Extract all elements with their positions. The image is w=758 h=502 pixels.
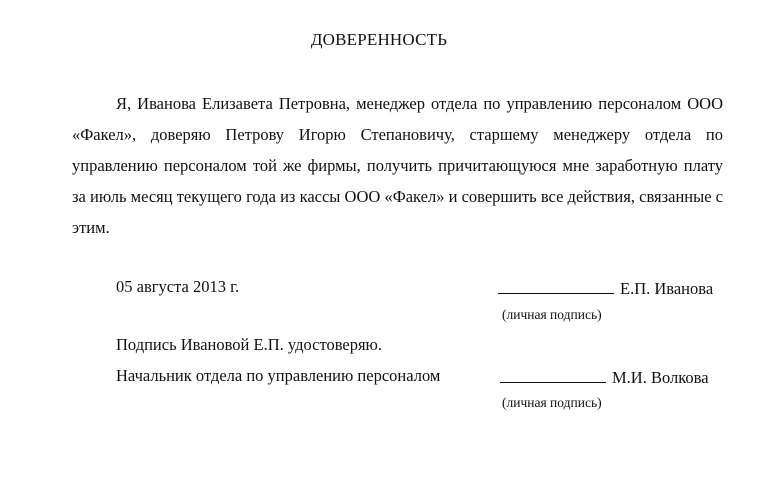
document-title: ДОВЕРЕННОСТЬ <box>310 30 448 49</box>
certifier-position: Начальник отдела по управлению персоналом <box>116 366 441 385</box>
certification-text: Подпись Ивановой Е.П. удостоверяю. <box>116 335 383 354</box>
certifier-signature-line <box>500 366 606 383</box>
certifier-name: М.И. Волкова <box>612 368 709 387</box>
principal-name: Е.П. Иванова <box>620 279 714 298</box>
certifier-signature-block <box>500 366 709 388</box>
principal-signature-caption: (личная подпись) <box>502 307 602 322</box>
document-date: 05 августа 2013 г. <box>116 277 240 296</box>
principal-signature-block <box>498 277 713 299</box>
certifier-signature-caption: (личная подпись) <box>502 395 602 410</box>
document-body: Я, Иванова Елизавета Петровна, менеджер отдела по управлению персоналом ООО «Факел», доверяю Петрову Игорю Степановичу, старшему менеджеру отдела по управлению персоналом той же фирмы, получить причитающуюся мне заработную плату за июль месяц текущего года из кассы ООО «Факел» и совершить все действия, связанные с этим. <box>72 94 723 237</box>
principal-signature-line <box>498 277 614 294</box>
